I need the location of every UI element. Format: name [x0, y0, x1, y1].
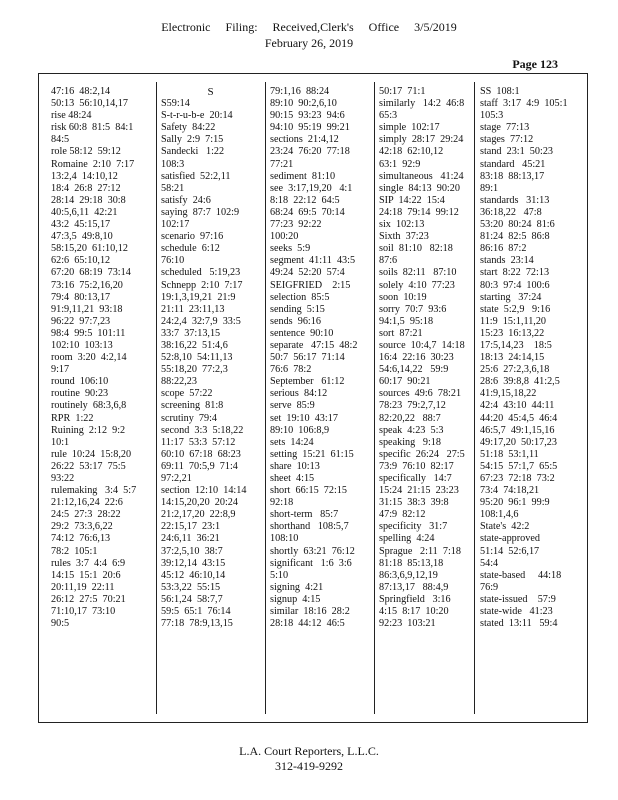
index-entry-line: 77:21: [270, 158, 294, 170]
index-entry-line: 89:10 90:2,6,10: [270, 98, 337, 110]
index-entry-line: 50:13 56:10,14,17: [51, 98, 128, 110]
index-entry-line: 20:11,19 22:11: [51, 581, 115, 593]
column-divider: [156, 82, 157, 714]
index-entry-line: S: [207, 86, 214, 98]
index-entry-line: scheduled 5:19,23: [161, 267, 241, 279]
index-entry-line: 88:22,23: [161, 376, 197, 388]
index-entry-line: 51:18 53:1,11: [480, 448, 539, 460]
index-entry-line: state-based 44:18: [480, 569, 562, 581]
index-entry-line: 95:20 96:1 99:9: [480, 497, 550, 509]
index-entry-line: 37:2,5,10 38:7: [161, 545, 223, 557]
index-entry-line: 56:1,24 58:7,7: [161, 593, 223, 605]
hearing-date: February 26, 2019: [264, 36, 354, 50]
index-entry-line: 91:9,11,21 93:18: [51, 303, 123, 315]
index-entry-line: 86:16 87:2: [480, 243, 527, 255]
index-entry-line: 29:2 73:3,6,22: [51, 521, 113, 533]
index-entry-line: short 66:15 72:15: [270, 485, 347, 497]
index-entry-line: Sprague 2:11 7:18: [379, 545, 461, 557]
index-entry-line: 74:12 76:6,13: [51, 533, 111, 545]
index-entry-line: shortly 63:21 76:12: [270, 545, 355, 557]
index-entry-line: 28:18 44:12 46:5: [270, 618, 345, 630]
index-entry-line: rise 48:24: [51, 110, 92, 122]
index-entry-line: 94:10 95:19 99:21: [270, 122, 350, 134]
index-entry-line: 21:12,16,24 22:6: [51, 497, 123, 509]
index-entry-line: risk 60:8 81:5 84:1: [51, 122, 134, 134]
index-entry-line: 65:3: [379, 110, 398, 122]
index-entry-line: start 8:22 72:13: [480, 267, 550, 279]
index-entry-line: 102:17: [161, 219, 190, 231]
index-entry-line: significant 1:6 3:6: [270, 557, 352, 569]
index-entry-line: 86:3,6,9,12,19: [379, 569, 438, 581]
index-entry-line: short-term 85:7: [270, 509, 339, 521]
index-entry-line: 42:18 62:10,12: [379, 146, 444, 158]
index-entry-line: 76:6 78:2: [270, 364, 312, 376]
index-column-2: [161, 86, 260, 630]
index-entry-line: 84:5: [51, 134, 70, 146]
index-entry-line: S59:14: [161, 98, 190, 110]
index-entry-line: state 5:2,9 9:16: [480, 303, 551, 315]
index-entry-line: September 61:12: [270, 376, 345, 388]
index-entry-line: 18:4 26:8 27:12: [51, 182, 121, 194]
index-entry-line: 16:4 22:16 30:23: [379, 352, 454, 364]
index-entry-line: 21:2,17,20 22:8,9: [161, 509, 236, 521]
index-entry-line: 97:2,21: [161, 473, 192, 484]
index-entry-line: stage 77:13: [480, 122, 530, 134]
index-entry-line: 28:14 29:18 30:8: [51, 194, 126, 206]
index-entry-line: see 3:17,19,20 4:1: [270, 182, 353, 194]
index-entry-line: 78:2 105:1: [51, 545, 98, 557]
index-entry-line: 8:18 22:12 64:5: [270, 194, 340, 206]
index-entry-line: Sally 2:9 7:15: [161, 134, 224, 146]
index-entry-line: 11:9 15:1,11,20: [480, 315, 547, 327]
index-entry-line: 49:24 52:20 57:4: [270, 267, 345, 279]
index-entry-line: 24:6,11 36:21: [161, 533, 220, 545]
index-entry-line: 54:4: [480, 557, 499, 569]
index-entry-line: similar 18:16 28:2: [270, 606, 350, 618]
index-entry-line: Schnepp 2:10 7:17: [161, 279, 243, 291]
index-entry-line: 36:18,22 47:8: [480, 206, 542, 218]
index-entry-line: 73:9 76:10 82:17: [379, 460, 454, 472]
index-entry-line: routine 90:23: [51, 388, 109, 400]
index-entry-line: 69:11 70:5,9 71:4: [161, 460, 238, 472]
index-entry-line: 24:5 27:3 28:22: [51, 509, 121, 521]
index-entry-line: 78:23 79:2,7,12: [379, 400, 446, 412]
index-entry-line: Sandecki 1:22: [161, 146, 225, 158]
index-column-1: [51, 86, 150, 630]
index-entry-line: state-approved: [480, 533, 540, 545]
index-entry-line: sends 96:16: [270, 315, 321, 327]
index-entry-line: 77:18 78:9,13,15: [161, 618, 233, 630]
footer-phone: 312-419-9292: [275, 759, 343, 773]
index-entry-line: speak 4:23 5:3: [379, 424, 444, 436]
index-entry-line: 53:3,22 55:15: [161, 581, 221, 593]
index-entry-line: 47:3,5 49:8,10: [51, 231, 113, 243]
index-entry-line: standard 45:21: [480, 158, 546, 170]
index-entry-line: RPR 1:22: [51, 412, 94, 424]
index-entry-line: 81:24 82:5 86:8: [480, 231, 550, 243]
index-entry-line: satisfied 52:2,11: [161, 170, 231, 182]
index-entry-line: scope 57:22: [161, 388, 213, 400]
index-column-3: [270, 86, 369, 630]
index-entry-line: 77:23 92:22: [270, 219, 322, 231]
index-entry-line: 94:1,5 95:18: [379, 315, 434, 327]
index-entry-line: setting 15:21 61:15: [270, 448, 354, 460]
index-entry-line: Romaine 2:10 7:17: [51, 158, 135, 170]
index-entry-line: sediment 81:10: [270, 170, 336, 182]
index-entry-line: schedule 6:12: [161, 243, 220, 255]
index-entry-line: 108:1,4,6: [480, 509, 519, 521]
index-entry-line: scrutiny 79:4: [161, 412, 218, 424]
index-entry-line: 17:5,14,23 18:5: [480, 339, 552, 351]
index-entry-line: 44:20 45:4,5 46:4: [480, 412, 558, 424]
index-entry-line: stages 77:12: [480, 134, 534, 146]
index-entry-line: single 84:13 90:20: [379, 182, 460, 194]
index-entry-line: Springfield 3:16: [379, 593, 451, 605]
index-entry-line: second 3:3 5:18,22: [161, 424, 244, 436]
index-entry-line: sheet 4:15: [270, 473, 315, 484]
stamp-office: Office: [368, 20, 400, 34]
index-entry-line: stand 23:1 50:23: [480, 146, 554, 158]
index-entry-line: 87:13,17 88:4,9: [379, 581, 449, 593]
index-entry-line: soil 81:10 82:18: [379, 243, 453, 255]
index-entry-line: 41:9,15,18,22: [480, 388, 537, 400]
index-entry-line: 98:4 99:5 101:11: [51, 327, 126, 339]
index-entry-line: similarly 14:2 46:8: [379, 98, 465, 110]
index-entry-line: serve 85:9: [270, 400, 315, 412]
index-entry-line: 89:10 106:8,9: [270, 424, 330, 436]
index-entry-line: rule 10:24 15:8,20: [51, 448, 132, 460]
index-entry-line: 96:22 97:7,23: [51, 315, 111, 327]
index-column-5: [480, 86, 579, 630]
index-entry-line: 14:15,20,20 20:24: [161, 497, 238, 509]
index-entry-line: Ruining 2:12 9:2: [51, 424, 126, 436]
stamp-received: Received,Clerk's: [272, 20, 354, 34]
index-entry-line: 4:15 8:17 10:20: [379, 606, 449, 618]
index-entry-line: 62:6 65:10,12: [51, 255, 111, 267]
index-entry-line: 18:13 24:14,15: [480, 352, 545, 364]
index-entry-line: 79:1,16 88:24: [270, 86, 330, 97]
index-entry-line: 83:18 88:13,17: [480, 170, 545, 182]
index-entry-line: 22:15,17 23:1: [161, 521, 221, 533]
index-entry-line: routinely 68:3,6,8: [51, 400, 127, 412]
index-entry-line: 105:3: [480, 110, 504, 122]
index-entry-line: 82:20,22 88:7: [379, 412, 441, 424]
column-divider: [474, 82, 475, 714]
index-entry-line: 42:4 43:10 44:11: [480, 400, 555, 412]
index-entry-line: simultaneous 41:24: [379, 170, 464, 182]
index-entry-line: selection 85:5: [270, 291, 330, 303]
index-entry-line: 53:20 80:24 81:6: [480, 219, 555, 231]
index-entry-line: saying 87:7 102:9: [161, 206, 240, 218]
index-entry-line: soon 10:19: [379, 291, 427, 303]
index-entry-line: role 58:12 59:12: [51, 146, 121, 158]
index-entry-line: 39:12,14 43:15: [161, 557, 226, 569]
index-entry-line: sources 49:6 78:21: [379, 388, 462, 400]
index-entry-line: stated 13:11 59:4: [480, 618, 558, 630]
index-entry-line: 58:21: [161, 182, 185, 194]
index-entry-line: 31:15 38:3 39:8: [379, 497, 449, 509]
index-entry-line: 23:24 76:20 77:18: [270, 146, 350, 158]
index-entry-line: simple 102:17: [379, 122, 440, 134]
index-entry-line: Sixth 37:23: [379, 231, 429, 243]
index-entry-line: rulemaking 3:4 5:7: [51, 485, 137, 497]
index-entry-line: 92:23 103:21: [379, 618, 436, 630]
index-frame: [38, 73, 588, 723]
column-divider: [374, 82, 375, 714]
index-entry-line: screening 81:8: [161, 400, 224, 412]
index-entry-line: 87:6: [379, 255, 398, 267]
index-entry-line: set 19:10 43:17: [270, 412, 338, 424]
index-entry-line: staff 3:17 4:9 105:1: [480, 98, 568, 110]
index-entry-line: sorry 70:7 93:6: [379, 303, 447, 315]
index-entry-line: 68:24 69:5 70:14: [270, 206, 345, 218]
index-entry-line: 63:1 92:9: [379, 158, 421, 170]
index-entry-line: 71:10,17 73:10: [51, 606, 116, 618]
index-entry-line: section 12:10 14:14: [161, 485, 247, 497]
index-entry-line: 108:3: [161, 158, 185, 170]
index-entry-line: starting 37:24: [480, 291, 542, 303]
index-entry-line: specificity 31:7: [379, 521, 448, 533]
index-entry-line: 38:16,22 51:4,6: [161, 339, 228, 351]
index-entry-line: 79:4 80:13,17: [51, 291, 111, 303]
index-entry-line: 26:22 53:17 75:5: [51, 460, 126, 472]
index-entry-line: serious 84:12: [270, 388, 328, 400]
index-entry-line: 46:5,7 49:1,15,16: [480, 424, 555, 436]
index-entry-line: 58:15,20 61:10,12: [51, 243, 128, 255]
index-entry-line: state-issued 57:9: [480, 593, 556, 605]
index-entry-line: 9:17: [51, 364, 70, 376]
index-entry-line: sets 14:24: [270, 436, 314, 448]
index-entry-line: state-wide 41:23: [480, 606, 553, 618]
index-entry-line: 24:18 79:14 99:12: [379, 206, 459, 218]
index-entry-line: State's 42:2: [480, 521, 530, 533]
index-entry-line: specifically 14:7: [379, 473, 452, 484]
index-entry-line: 76:10: [161, 255, 185, 267]
index-entry-line: simply 28:17 29:24: [379, 134, 464, 146]
index-entry-line: sending 5:15: [270, 303, 325, 315]
index-entry-line: SEIGFRIED 2:15: [270, 279, 351, 291]
index-entry-line: signup 4:15: [270, 593, 321, 605]
index-entry-line: 92:18: [270, 497, 294, 509]
index-entry-line: 102:10 103:13: [51, 339, 113, 351]
index-entry-line: 90:15 93:23 94:6: [270, 110, 345, 122]
index-entry-line: 60:17 90:21: [379, 376, 431, 388]
index-entry-line: shorthand 108:5,7: [270, 521, 349, 533]
index-entry-line: solely 4:10 77:23: [379, 279, 455, 291]
stamp-filing: Filing:: [225, 20, 258, 34]
index-entry-line: 19:1,3,19,21 21:9: [161, 291, 236, 303]
index-entry-line: segment 41:11 43:5: [270, 255, 356, 267]
index-entry-line: 50:7 56:17 71:14: [270, 352, 345, 364]
index-entry-line: 55:18,20 77:2,3: [161, 364, 228, 376]
footer-company: L.A. Court Reporters, L.L.C.: [239, 744, 379, 758]
index-entry-line: sort 87:21: [379, 327, 423, 339]
index-entry-line: 93:22: [51, 473, 75, 484]
index-entry-line: standards 31:13: [480, 194, 550, 206]
index-entry-line: 13:2,4 14:10,12: [51, 170, 118, 182]
index-entry-line: round 106:10: [51, 376, 109, 388]
index-entry-line: 28:6 39:8,8 41:2,5: [480, 376, 560, 388]
index-entry-line: 108:10: [270, 533, 299, 545]
page-number: Page 123: [512, 57, 558, 71]
index-entry-line: 26:12 27:5 70:21: [51, 593, 126, 605]
index-entry-line: 5:10: [270, 569, 289, 581]
index-entry-line: 90:5: [51, 618, 70, 630]
filing-stamp-line: [0, 20, 618, 35]
index-entry-line: 76:9: [480, 581, 499, 593]
index-entry-line: source 10:4,7 14:18: [379, 339, 465, 351]
index-column-4: [379, 86, 478, 630]
index-entry-line: 25:6 27:2,3,6,18: [480, 364, 550, 376]
index-entry-line: stands 23:14: [480, 255, 534, 267]
index-entry-line: spelling 4:24: [379, 533, 435, 545]
index-entry-line: 49:17,20 50:17,23: [480, 436, 557, 448]
index-entry-line: 51:14 52:6,17: [480, 545, 540, 557]
stamp-date: 3/5/2019: [414, 20, 457, 34]
index-entry-line: 45:12 46:10,14: [161, 569, 226, 581]
index-entry-line: SIP 14:22 15:4: [379, 194, 445, 206]
index-entry-line: S-t-r-u-b-e 20:14: [161, 110, 233, 122]
index-entry-line: share 10:13: [270, 460, 320, 472]
index-entry-line: 14:15 15:1 20:6: [51, 569, 121, 581]
index-entry-line: satisfy 24:6: [161, 194, 211, 206]
index-entry-line: 54:6,14,22 59:9: [379, 364, 449, 376]
index-entry-line: 11:17 53:3 57:12: [161, 436, 236, 448]
column-divider: [265, 82, 266, 714]
index-entry-line: 47:9 82:12: [379, 509, 426, 521]
index-entry-line: sentence 90:10: [270, 327, 334, 339]
index-entry-line: scenario 97:16: [161, 231, 224, 243]
index-entry-line: 73:4 74:18,21: [480, 485, 540, 497]
index-entry-line: speaking 9:18: [379, 436, 441, 448]
index-entry-line: 24:2,4 32:7,9 33:5: [161, 315, 241, 327]
index-entry-line: 43:2 45:15,17: [51, 219, 111, 231]
index-entry-line: sections 21:4,12: [270, 134, 339, 146]
index-entry-line: 47:16 48:2,14: [51, 86, 111, 97]
index-entry-line: soils 82:11 87:10: [379, 267, 457, 279]
index-entry-line: 10:1: [51, 436, 70, 448]
index-entry-line: separate 47:15 48:2: [270, 339, 358, 351]
index-entry-line: SS 108:1: [480, 86, 520, 97]
index-entry-line: 80:3 97:4 100:6: [480, 279, 550, 291]
index-entry-line: 73:16 75:2,16,20: [51, 279, 123, 291]
index-entry-line: 54:15 57:1,7 65:5: [480, 460, 558, 472]
index-entry-line: seeks 5:9: [270, 243, 311, 255]
index-entry-line: 89:1: [480, 182, 499, 194]
index-entry-line: 21:11 23:11,13: [161, 303, 225, 315]
index-entry-line: rules 3:7 4:4 6:9: [51, 557, 126, 569]
stamp-electronic: Electronic: [161, 20, 211, 34]
index-entry-line: Safety 84:22: [161, 122, 216, 134]
index-entry-line: 40:5,6,11 42:21: [51, 206, 118, 218]
index-entry-line: signing 4:21: [270, 581, 324, 593]
index-entry-line: 59:5 65:1 76:14: [161, 606, 231, 618]
index-entry-line: room 3:20 4:2,14: [51, 352, 127, 364]
index-entry-line: 67:23 72:18 73:2: [480, 473, 555, 484]
index-entry-line: six 102:13: [379, 219, 425, 231]
index-entry-line: 52:8,10 54:11,13: [161, 352, 233, 364]
index-entry-line: 15:23 16:13,22: [480, 327, 545, 339]
index-entry-line: 50:17 71:1: [379, 86, 426, 97]
index-entry-line: 33:7 37:13,15: [161, 327, 221, 339]
index-entry-line: 60:10 67:18 68:23: [161, 448, 241, 460]
index-entry-line: 81:18 85:13,18: [379, 557, 444, 569]
index-entry-line: 67:20 68:19 73:14: [51, 267, 131, 279]
index-entry-line: specific 26:24 27:5: [379, 448, 465, 460]
index-entry-line: 15:24 21:15 23:23: [379, 485, 459, 497]
index-entry-line: 100:20: [270, 231, 299, 243]
